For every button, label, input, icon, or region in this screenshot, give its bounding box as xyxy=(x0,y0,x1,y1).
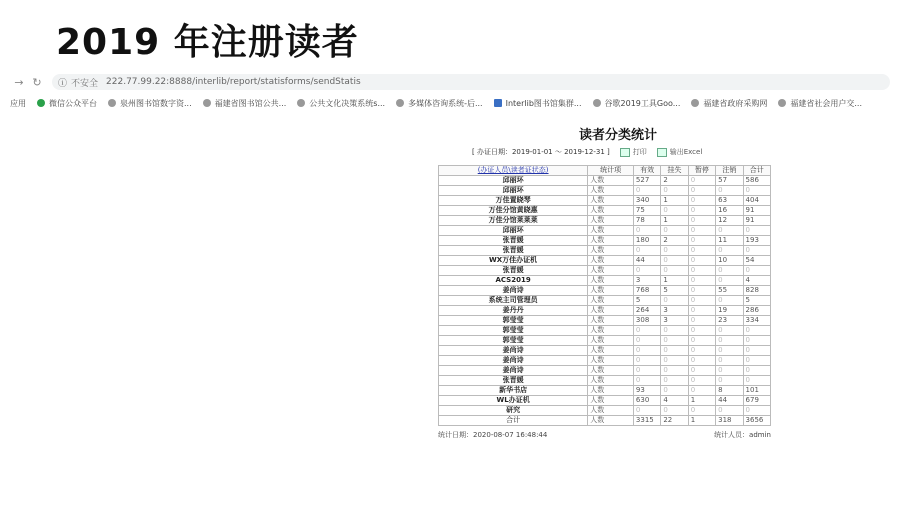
row-type: 人数 xyxy=(588,266,634,276)
row-value: 11 xyxy=(716,236,743,246)
table-row xyxy=(439,216,771,226)
row-value: 4 xyxy=(743,276,770,286)
row-name: 张晋媛 xyxy=(439,266,588,276)
row-value: 16 xyxy=(716,206,743,216)
row-value: 0 xyxy=(661,336,688,346)
row-value: 0 xyxy=(633,406,660,416)
table-row xyxy=(439,226,771,236)
column-header-total: 合计 xyxy=(743,166,770,176)
row-value: 57 xyxy=(716,176,743,186)
row-value: 44 xyxy=(716,396,743,406)
row-value: 19 xyxy=(716,306,743,316)
row-name: 邱丽环 xyxy=(439,186,588,196)
row-type: 人数 xyxy=(588,306,634,316)
row-type: 人数 xyxy=(588,176,634,186)
table-row xyxy=(439,356,771,366)
row-name: 万佳置晓琴 xyxy=(439,196,588,206)
row-type: 人数 xyxy=(588,316,634,326)
column-header-operator[interactable]: (办证人员\读者证状态) xyxy=(439,166,588,176)
page-icon xyxy=(494,99,502,107)
row-value: 0 xyxy=(633,266,660,276)
row-value: 828 xyxy=(743,286,770,296)
row-type: 人数 xyxy=(588,386,634,396)
column-header-valid: 有效 xyxy=(633,166,660,176)
column-header-item: 统计项 xyxy=(588,166,634,176)
row-value: 0 xyxy=(716,246,743,256)
print-button[interactable]: 打印 xyxy=(620,147,647,157)
row-value: 0 xyxy=(743,246,770,256)
row-name: 张晋媛 xyxy=(439,246,588,256)
row-value: 23 xyxy=(716,316,743,326)
bookmark-item[interactable]: 福建省社会用户交... xyxy=(778,98,862,109)
row-value: 0 xyxy=(688,326,715,336)
globe-icon xyxy=(396,99,404,107)
row-value: 0 xyxy=(716,296,743,306)
row-value: 5 xyxy=(633,296,660,306)
row-value: 1 xyxy=(661,196,688,206)
column-header-cancelled: 注销 xyxy=(716,166,743,176)
row-value: 0 xyxy=(661,346,688,356)
table-row xyxy=(439,376,771,386)
row-value: 0 xyxy=(633,226,660,236)
row-value: 527 xyxy=(633,176,660,186)
row-value: 1 xyxy=(688,416,715,426)
table-row xyxy=(439,366,771,376)
row-type: 人数 xyxy=(588,276,634,286)
row-type: 人数 xyxy=(588,216,634,226)
bookmark-item[interactable]: 福建省政府采购网 xyxy=(691,98,767,109)
row-value: 0 xyxy=(716,406,743,416)
info-icon[interactable]: ⓘ xyxy=(58,78,68,89)
bookmark-item[interactable]: 微信公众平台 xyxy=(37,98,97,109)
row-value: 0 xyxy=(661,246,688,256)
row-value: 286 xyxy=(743,306,770,316)
table-row xyxy=(439,186,771,196)
url-field[interactable] xyxy=(52,74,890,90)
print-icon xyxy=(620,148,630,157)
row-name: 万佳分馆黄晓惠 xyxy=(439,206,588,216)
row-value: 0 xyxy=(688,306,715,316)
row-value: 180 xyxy=(633,236,660,246)
bookmark-item[interactable]: 谷歌2019工具Goo... xyxy=(593,98,681,109)
row-value: 0 xyxy=(688,386,715,396)
row-value: 0 xyxy=(716,346,743,356)
row-value: 0 xyxy=(743,186,770,196)
row-name: 姜尚诗 xyxy=(439,286,588,296)
globe-icon xyxy=(778,99,786,107)
address-bar xyxy=(10,73,890,91)
row-value: 0 xyxy=(688,246,715,256)
row-value: 0 xyxy=(716,356,743,366)
row-name: 合计 xyxy=(439,416,588,426)
table-row xyxy=(439,286,771,296)
row-value: 78 xyxy=(633,216,660,226)
report-panel xyxy=(438,124,778,440)
table-row xyxy=(439,176,771,186)
row-value: 0 xyxy=(743,376,770,386)
table-row xyxy=(439,256,771,266)
table-header-row xyxy=(439,166,771,176)
row-value: 0 xyxy=(716,276,743,286)
row-type: 人数 xyxy=(588,236,634,246)
row-name: 郭莹莹 xyxy=(439,326,588,336)
row-value: 3656 xyxy=(743,416,770,426)
row-value: 1 xyxy=(661,216,688,226)
row-value: 91 xyxy=(743,216,770,226)
row-value: 10 xyxy=(716,256,743,266)
row-value: 0 xyxy=(633,366,660,376)
row-value: 0 xyxy=(633,246,660,256)
wechat-icon xyxy=(37,99,45,107)
row-type: 人数 xyxy=(588,346,634,356)
row-type: 人数 xyxy=(588,356,634,366)
row-name: 姜尚诗 xyxy=(439,346,588,356)
row-type: 人数 xyxy=(588,326,634,336)
row-value: 4 xyxy=(661,396,688,406)
row-value: 0 xyxy=(633,336,660,346)
row-value: 630 xyxy=(633,396,660,406)
forward-icon[interactable]: → xyxy=(14,75,24,89)
row-value: 0 xyxy=(688,256,715,266)
row-value: 0 xyxy=(688,236,715,246)
row-value: 0 xyxy=(661,256,688,266)
row-value: 0 xyxy=(716,266,743,276)
excel-icon xyxy=(657,148,667,157)
row-value: 0 xyxy=(743,336,770,346)
row-value: 0 xyxy=(688,196,715,206)
stats-table xyxy=(438,165,771,426)
row-value: 22 xyxy=(661,416,688,426)
row-name: 邱丽环 xyxy=(439,226,588,236)
column-header-lost: 挂失 xyxy=(661,166,688,176)
row-value: 0 xyxy=(688,176,715,186)
row-value: 0 xyxy=(688,216,715,226)
row-value: 5 xyxy=(661,286,688,296)
footer-user: 统计人员：admin xyxy=(714,431,771,439)
table-row xyxy=(439,386,771,396)
apps-button[interactable]: 应用 xyxy=(10,98,26,108)
row-value: 93 xyxy=(633,386,660,396)
row-value: 0 xyxy=(633,346,660,356)
row-value: 679 xyxy=(743,396,770,406)
row-name: 张晋媛 xyxy=(439,236,588,246)
row-name: 郭莹莹 xyxy=(439,316,588,326)
row-value: 44 xyxy=(633,256,660,266)
reload-icon[interactable]: ↻ xyxy=(32,75,42,89)
slide-title: 2019 年注册读者 xyxy=(56,22,359,63)
row-type: 人数 xyxy=(588,296,634,306)
row-value: 0 xyxy=(633,186,660,196)
table-body xyxy=(439,176,771,426)
row-value: 0 xyxy=(661,326,688,336)
row-value: 3 xyxy=(661,306,688,316)
row-value: 0 xyxy=(688,206,715,216)
row-type: 人数 xyxy=(588,206,634,216)
row-name: 新华书店 xyxy=(439,386,588,396)
globe-icon xyxy=(691,99,699,107)
row-value: 0 xyxy=(716,186,743,196)
row-value: 0 xyxy=(743,406,770,416)
row-value: 0 xyxy=(688,266,715,276)
row-name: ACS2019 xyxy=(439,276,588,286)
row-value: 5 xyxy=(743,296,770,306)
report-title: 读者分类统计 xyxy=(578,128,657,143)
bookmark-item[interactable]: 福建省图书馆公共... xyxy=(203,98,287,109)
row-value: 0 xyxy=(743,226,770,236)
table-row xyxy=(439,326,771,336)
row-value: 0 xyxy=(688,296,715,306)
globe-icon xyxy=(593,99,601,107)
column-header-suspended: 暂停 xyxy=(688,166,715,176)
table-row xyxy=(439,276,771,286)
row-value: 101 xyxy=(743,386,770,396)
row-name: 研究 xyxy=(439,406,588,416)
row-value: 340 xyxy=(633,196,660,206)
row-value: 264 xyxy=(633,306,660,316)
row-value: 334 xyxy=(743,316,770,326)
table-row xyxy=(439,346,771,356)
row-value: 0 xyxy=(633,356,660,366)
row-name: WL办证机 xyxy=(439,396,588,406)
row-type: 人数 xyxy=(588,376,634,386)
row-value: 12 xyxy=(716,216,743,226)
row-value: 0 xyxy=(716,326,743,336)
row-value: 0 xyxy=(661,226,688,236)
row-name: 姜尚诗 xyxy=(439,366,588,376)
row-name: 张晋媛 xyxy=(439,376,588,386)
row-name: 姜尚诗 xyxy=(439,356,588,366)
row-type: 人数 xyxy=(588,416,634,426)
row-value: 0 xyxy=(688,366,715,376)
row-type: 人数 xyxy=(588,186,634,196)
row-type: 人数 xyxy=(588,406,634,416)
row-value: 0 xyxy=(661,406,688,416)
url-text[interactable]: 222.77.99.22:8888/interlib/report/statisforms/sendStatis xyxy=(106,77,361,87)
row-value: 2 xyxy=(661,236,688,246)
bookmarks-bar xyxy=(10,96,890,110)
insecure-label: 不安全 xyxy=(71,78,99,89)
table-row xyxy=(439,306,771,316)
row-value: 0 xyxy=(743,346,770,356)
table-row xyxy=(439,206,771,216)
row-value: 0 xyxy=(688,376,715,386)
footer-date: 统计日期：2020-08-07 16:48:44 xyxy=(438,431,548,439)
row-value: 0 xyxy=(688,286,715,296)
export-excel-button[interactable]: 输出Excel xyxy=(657,147,703,157)
row-value: 404 xyxy=(743,196,770,206)
row-value: 0 xyxy=(688,316,715,326)
bookmark-item[interactable]: 公共文化决策系统s... xyxy=(297,98,385,109)
table-row xyxy=(439,266,771,276)
row-name: 系统主司管理员 xyxy=(439,296,588,306)
row-value: 0 xyxy=(633,326,660,336)
row-value: 0 xyxy=(661,356,688,366)
row-value: 0 xyxy=(661,386,688,396)
row-value: 0 xyxy=(716,366,743,376)
row-value: 75 xyxy=(633,206,660,216)
row-value: 0 xyxy=(661,206,688,216)
row-value: 0 xyxy=(743,356,770,366)
row-value: 0 xyxy=(688,346,715,356)
row-value: 0 xyxy=(661,186,688,196)
row-value: 63 xyxy=(716,196,743,206)
row-value: 0 xyxy=(661,366,688,376)
bookmark-item[interactable]: 多媒体咨询系统-后... xyxy=(396,98,483,109)
row-value: 768 xyxy=(633,286,660,296)
total-row xyxy=(439,416,771,426)
row-value: 193 xyxy=(743,236,770,246)
row-value: 1 xyxy=(688,396,715,406)
row-type: 人数 xyxy=(588,246,634,256)
row-value: 54 xyxy=(743,256,770,266)
row-value: 0 xyxy=(688,356,715,366)
row-type: 人数 xyxy=(588,226,634,236)
globe-icon xyxy=(297,99,305,107)
table-row xyxy=(439,236,771,246)
table-row xyxy=(439,296,771,306)
bookmark-item[interactable]: 泉州图书馆数字资... xyxy=(108,98,192,109)
row-value: 0 xyxy=(688,186,715,196)
row-value: 0 xyxy=(688,226,715,236)
row-value: 3 xyxy=(633,276,660,286)
table-row xyxy=(439,406,771,416)
row-value: 308 xyxy=(633,316,660,326)
row-type: 人数 xyxy=(588,286,634,296)
row-value: 0 xyxy=(716,376,743,386)
row-value: 55 xyxy=(716,286,743,296)
row-value: 0 xyxy=(716,336,743,346)
row-value: 0 xyxy=(661,296,688,306)
row-type: 人数 xyxy=(588,336,634,346)
report-footer xyxy=(438,430,771,440)
row-name: 姜丹丹 xyxy=(439,306,588,316)
table-row xyxy=(439,316,771,326)
row-value: 1 xyxy=(661,276,688,286)
row-value: 318 xyxy=(716,416,743,426)
row-name: 邱丽环 xyxy=(439,176,588,186)
row-value: 0 xyxy=(743,266,770,276)
row-value: 0 xyxy=(743,366,770,376)
table-row xyxy=(439,246,771,256)
row-name: 郭莹莹 xyxy=(439,336,588,346)
row-type: 人数 xyxy=(588,196,634,206)
globe-icon xyxy=(203,99,211,107)
globe-icon xyxy=(108,99,116,107)
row-value: 0 xyxy=(661,376,688,386)
row-value: 0 xyxy=(688,406,715,416)
row-value: 586 xyxy=(743,176,770,186)
row-value: 3315 xyxy=(633,416,660,426)
row-value: 0 xyxy=(743,326,770,336)
row-value: 0 xyxy=(633,376,660,386)
bookmark-item[interactable]: Interlib图书馆集群... xyxy=(494,98,582,109)
row-value: 2 xyxy=(661,176,688,186)
row-name: 万佳分馆莱莱莱 xyxy=(439,216,588,226)
date-range: [ 办证日期：2019-01-01 ～ 2019-12-31 ] xyxy=(472,148,610,156)
row-value: 0 xyxy=(716,226,743,236)
row-name: WX万佳办证机 xyxy=(439,256,588,266)
row-value: 91 xyxy=(743,206,770,216)
row-value: 0 xyxy=(688,336,715,346)
table-row xyxy=(439,196,771,206)
row-type: 人数 xyxy=(588,366,634,376)
report-toolbar xyxy=(472,147,778,157)
row-value: 0 xyxy=(661,266,688,276)
row-type: 人数 xyxy=(588,396,634,406)
table-row xyxy=(439,396,771,406)
table-row xyxy=(439,336,771,346)
row-value: 8 xyxy=(716,386,743,396)
row-value: 3 xyxy=(661,316,688,326)
row-value: 0 xyxy=(688,276,715,286)
row-type: 人数 xyxy=(588,256,634,266)
